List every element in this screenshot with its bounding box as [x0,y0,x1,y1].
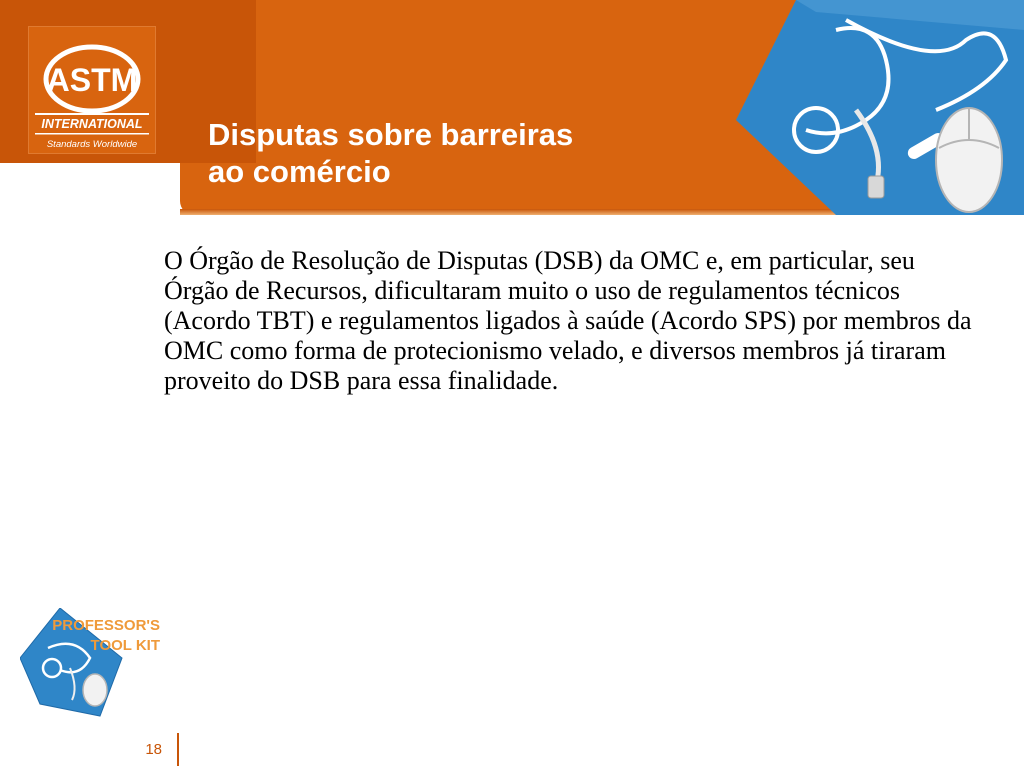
svg-text:ASTM: ASTM [46,62,138,98]
page-title-line-2: ao comércio [208,154,391,189]
toolkit-line-1: PROFESSOR'S [52,617,160,634]
page-divider [177,733,179,766]
page-title-line-1: Disputas sobre barreiras [208,117,574,152]
svg-text:INTERNATIONAL: INTERNATIONAL [41,117,143,131]
svg-text:Standards Worldwide: Standards Worldwide [46,139,138,150]
toolkit-badge [20,608,165,723]
astm-logo-icon [28,26,156,154]
toolkit-line-2: TOOL KIT [90,637,160,654]
mouse-cable-wrench-icon [736,0,1024,220]
page-title [208,116,573,190]
page-number: 18 [145,741,162,758]
body-paragraph: O Órgão de Resolução de Disputas (DSB) da OMC e, em particular, seu Órgão de Recursos, dificultaram muito o uso de regulamentos técnicos (Acordo TBT) e regulamentos ligados à saúde (Acordo SPS) por membros da OMC como forma de protecionismo velado, e diversos membros já tiraram proveito do DSB para essa finalidade. [164,246,972,395]
